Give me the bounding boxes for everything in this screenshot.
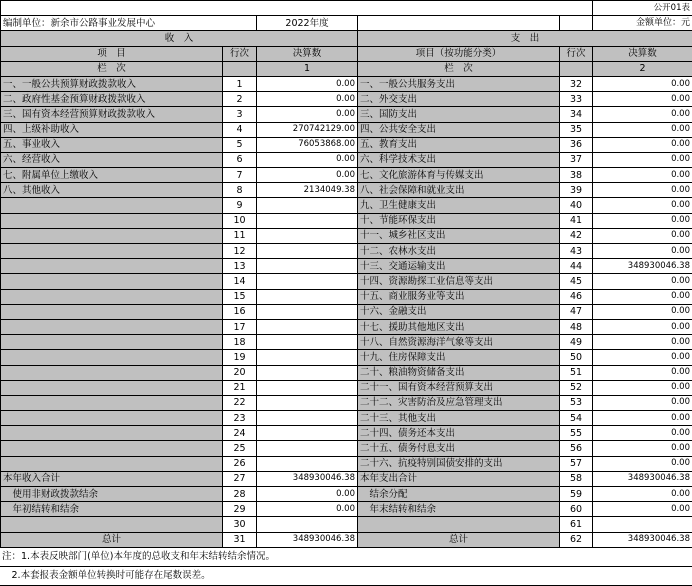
table-row <box>1 380 692 395</box>
expense-row-no: 58 <box>560 471 593 486</box>
expense-amount: 348930046.38 <box>593 259 692 274</box>
column-index-row <box>1 61 692 76</box>
expense-row-no: 37 <box>560 152 593 167</box>
income-row-no: 3 <box>223 107 257 122</box>
income-row-no: 18 <box>223 335 257 350</box>
income-amount <box>257 213 358 228</box>
income-row-no: 1 <box>223 76 257 91</box>
expense-amount: 0.00 <box>593 107 692 122</box>
table-row <box>1 213 692 228</box>
income-amount <box>257 289 358 304</box>
income-item-label <box>1 456 223 471</box>
expense-row-no: 61 <box>560 517 593 532</box>
header-item: 项 目 <box>1 46 223 61</box>
expense-row-no: 62 <box>560 532 593 547</box>
income-item-label <box>1 259 223 274</box>
income-amount: 270742129.00 <box>257 122 358 137</box>
expense-item-label: 三、国防支出 <box>358 107 560 122</box>
expense-row-no: 54 <box>560 411 593 426</box>
expense-item-label: 六、科学技术支出 <box>358 152 560 167</box>
income-amount: 76053868.00 <box>257 137 358 152</box>
table-row <box>1 76 692 91</box>
report-info-row <box>1 16 692 31</box>
header-row-no-2: 行次 <box>560 46 593 61</box>
expense-row-no: 52 <box>560 380 593 395</box>
col-index-label-right: 栏 次 <box>358 61 560 76</box>
expense-row-no: 60 <box>560 502 593 517</box>
income-item-label: 本年收入合计 <box>1 471 223 486</box>
income-item-label <box>1 395 223 410</box>
table-row <box>1 289 692 304</box>
expense-amount: 0.00 <box>593 289 692 304</box>
table-row <box>1 198 692 213</box>
income-amount <box>257 259 358 274</box>
income-item-label: 总计 <box>1 532 223 547</box>
expense-item-label: 四、公共安全支出 <box>358 122 560 137</box>
expense-item-label: 十七、援助其他地区支出 <box>358 319 560 334</box>
expense-amount: 0.00 <box>593 76 692 91</box>
income-row-no: 13 <box>223 259 257 274</box>
note-line: 2.本套报表金额单位转换时可能存在尾数误差。 <box>0 567 692 586</box>
income-amount: 0.00 <box>257 107 358 122</box>
expense-amount: 0.00 <box>593 122 692 137</box>
expense-amount: 0.00 <box>593 304 692 319</box>
income-item-label <box>1 411 223 426</box>
section-row <box>1 31 692 46</box>
header-final-2: 决算数 <box>593 46 692 61</box>
income-amount <box>257 395 358 410</box>
expense-item-label: 十一、城乡社区支出 <box>358 228 560 243</box>
income-item-label: 七、附属单位上缴收入 <box>1 168 223 183</box>
income-amount <box>257 365 358 380</box>
expense-row-no: 33 <box>560 92 593 107</box>
expense-item-label: 二十六、抗疫特别国债安排的支出 <box>358 456 560 471</box>
expense-item-label: 十六、金融支出 <box>358 304 560 319</box>
income-row-no: 8 <box>223 183 257 198</box>
expense-item-label: 二十、粮油物资储备支出 <box>358 365 560 380</box>
expense-row-no: 40 <box>560 198 593 213</box>
expense-item-label: 二、外交支出 <box>358 92 560 107</box>
income-item-label: 二、政府性基金预算财政拨款收入 <box>1 92 223 107</box>
table-row <box>1 365 692 380</box>
expense-row-no: 53 <box>560 395 593 410</box>
expense-amount: 0.00 <box>593 274 692 289</box>
income-row-no: 5 <box>223 137 257 152</box>
income-amount <box>257 426 358 441</box>
expense-item-label: 九、卫生健康支出 <box>358 198 560 213</box>
expense-row-no: 51 <box>560 365 593 380</box>
expense-row-no: 38 <box>560 168 593 183</box>
income-amount: 0.00 <box>257 92 358 107</box>
income-row-no: 11 <box>223 228 257 243</box>
table-row <box>1 350 692 365</box>
expense-amount: 0.00 <box>593 487 692 502</box>
income-item-label <box>1 244 223 259</box>
header-row-no: 行次 <box>223 46 257 61</box>
income-amount <box>257 198 358 213</box>
expense-amount: 348930046.38 <box>593 532 692 547</box>
income-row-no: 22 <box>223 395 257 410</box>
table-row <box>1 395 692 410</box>
expense-row-no: 42 <box>560 228 593 243</box>
income-item-label <box>1 426 223 441</box>
income-amount <box>257 304 358 319</box>
expense-row-no: 55 <box>560 426 593 441</box>
expense-item-label: 二十三、其他支出 <box>358 411 560 426</box>
col-index-right: 2 <box>593 61 692 76</box>
table-row <box>1 152 692 167</box>
expense-amount: 0.00 <box>593 456 692 471</box>
income-row-no: 23 <box>223 411 257 426</box>
income-item-label: 一、一般公共预算财政拨款收入 <box>1 76 223 91</box>
expense-row-no: 47 <box>560 304 593 319</box>
income-row-no: 4 <box>223 122 257 137</box>
expense-amount: 0.00 <box>593 395 692 410</box>
income-item-label: 五、事业收入 <box>1 137 223 152</box>
income-item-label <box>1 365 223 380</box>
income-amount <box>257 319 358 334</box>
expense-item-label: 本年支出合计 <box>358 471 560 486</box>
table-row <box>1 244 692 259</box>
note-line: 注：1.本表反映部门(单位)本年度的总收支和年末结转结余情况。 <box>0 548 692 567</box>
income-amount: 2134049.38 <box>257 183 358 198</box>
expense-row-no: 45 <box>560 274 593 289</box>
expense-item-label: 十九、住房保障支出 <box>358 350 560 365</box>
expense-amount: 0.00 <box>593 152 692 167</box>
income-item-label: 四、上级补助收入 <box>1 122 223 137</box>
expense-row-no: 39 <box>560 183 593 198</box>
income-item-label <box>1 380 223 395</box>
expense-row-no: 46 <box>560 289 593 304</box>
income-amount <box>257 456 358 471</box>
expense-row-no: 32 <box>560 76 593 91</box>
income-row-no: 31 <box>223 532 257 547</box>
expense-item-label: 五、教育支出 <box>358 137 560 152</box>
notes-section <box>0 548 692 586</box>
expense-row-no: 35 <box>560 122 593 137</box>
expense-item-label: 十二、农林水支出 <box>358 244 560 259</box>
expense-item-label: 二十四、债务还本支出 <box>358 426 560 441</box>
expense-item-label: 结余分配 <box>358 487 560 502</box>
expense-row-no: 48 <box>560 319 593 334</box>
expense-amount: 0.00 <box>593 335 692 350</box>
table-row <box>1 107 692 122</box>
income-item-label <box>1 198 223 213</box>
income-row-no: 29 <box>223 502 257 517</box>
expense-item-label: 十五、商业服务业等支出 <box>358 289 560 304</box>
income-row-no: 14 <box>223 274 257 289</box>
table-row <box>1 471 692 486</box>
income-row-no: 28 <box>223 487 257 502</box>
expense-amount: 0.00 <box>593 198 692 213</box>
income-item-label <box>1 274 223 289</box>
expense-amount: 0.00 <box>593 244 692 259</box>
table-row <box>1 122 692 137</box>
income-row-no: 9 <box>223 198 257 213</box>
table-row <box>1 92 692 107</box>
income-item-label: 八、其他收入 <box>1 183 223 198</box>
expense-item-label: 一、一般公共服务支出 <box>358 76 560 91</box>
unit-label: 编制单位：新余市公路事业发展中心 <box>1 16 257 31</box>
expense-row-no: 49 <box>560 335 593 350</box>
income-amount: 0.00 <box>257 152 358 167</box>
income-amount: 0.00 <box>257 502 358 517</box>
income-item-label <box>1 319 223 334</box>
table-row <box>1 168 692 183</box>
expense-item-label <box>358 517 560 532</box>
header-final: 决算数 <box>257 46 358 61</box>
income-amount <box>257 380 358 395</box>
expense-item-label: 总计 <box>358 532 560 547</box>
table-row <box>1 304 692 319</box>
expense-amount: 348930046.38 <box>593 471 692 486</box>
income-row-no: 6 <box>223 152 257 167</box>
income-item-label <box>1 350 223 365</box>
expense-amount: 0.00 <box>593 426 692 441</box>
expense-item-label: 十、节能环保支出 <box>358 213 560 228</box>
income-amount <box>257 274 358 289</box>
expense-amount: 0.00 <box>593 137 692 152</box>
table-row <box>1 426 692 441</box>
income-amount <box>257 244 358 259</box>
income-amount: 0.00 <box>257 76 358 91</box>
income-row-no: 10 <box>223 213 257 228</box>
expense-amount: 0.00 <box>593 441 692 456</box>
table-row <box>1 183 692 198</box>
income-row-no: 26 <box>223 456 257 471</box>
income-row-no: 21 <box>223 380 257 395</box>
expense-amount: 0.00 <box>593 365 692 380</box>
income-row-no: 2 <box>223 92 257 107</box>
section-income: 收 入 <box>1 31 358 46</box>
income-amount <box>257 228 358 243</box>
income-amount: 348930046.38 <box>257 532 358 547</box>
table-row <box>1 259 692 274</box>
expense-amount: 0.00 <box>593 350 692 365</box>
table-row <box>1 532 692 547</box>
income-row-no: 7 <box>223 168 257 183</box>
expense-item-label: 十八、自然资源海洋气象等支出 <box>358 335 560 350</box>
year-label: 2022年度 <box>257 16 358 31</box>
expense-row-no: 43 <box>560 244 593 259</box>
table-row <box>1 487 692 502</box>
income-amount <box>257 441 358 456</box>
expense-amount: 0.00 <box>593 380 692 395</box>
expense-item-label: 二十二、灾害防治及应急管理支出 <box>358 395 560 410</box>
income-amount: 348930046.38 <box>257 471 358 486</box>
table-row <box>1 335 692 350</box>
expense-row-no: 44 <box>560 259 593 274</box>
income-item-label <box>1 335 223 350</box>
income-amount <box>257 350 358 365</box>
expense-item-label: 年末结转和结余 <box>358 502 560 517</box>
income-item-label <box>1 441 223 456</box>
income-row-no: 17 <box>223 319 257 334</box>
income-item-label <box>1 213 223 228</box>
expense-amount: 0.00 <box>593 411 692 426</box>
table-row <box>1 517 692 532</box>
table-row <box>1 137 692 152</box>
income-item-label: 年初结转和结余 <box>1 502 223 517</box>
income-row-no: 25 <box>223 441 257 456</box>
expense-row-no: 59 <box>560 487 593 502</box>
header-item-func: 项目（按功能分类） <box>358 46 560 61</box>
income-row-no: 27 <box>223 471 257 486</box>
expense-item-label: 七、文化旅游体育与传媒支出 <box>358 168 560 183</box>
expense-row-no: 34 <box>560 107 593 122</box>
expense-item-label: 十四、资源勘探工业信息等支出 <box>358 274 560 289</box>
table-row <box>1 441 692 456</box>
expense-row-no: 50 <box>560 350 593 365</box>
expense-item-label: 二十一、国有资本经营预算支出 <box>358 380 560 395</box>
income-row-no: 16 <box>223 304 257 319</box>
column-header-row <box>1 46 692 61</box>
section-expense: 支 出 <box>358 31 692 46</box>
col-index-left: 1 <box>257 61 358 76</box>
expense-amount: 0.00 <box>593 319 692 334</box>
income-amount <box>257 517 358 532</box>
income-row-no: 20 <box>223 365 257 380</box>
income-item-label: 六、经营收入 <box>1 152 223 167</box>
expense-item-label: 八、社会保障和就业支出 <box>358 183 560 198</box>
col-index-label-left: 栏 次 <box>1 61 223 76</box>
expense-row-no: 57 <box>560 456 593 471</box>
table-row <box>1 502 692 517</box>
income-item-label: 使用非财政拨款结余 <box>1 487 223 502</box>
table-row <box>1 228 692 243</box>
income-row-no: 19 <box>223 350 257 365</box>
income-amount: 0.00 <box>257 487 358 502</box>
income-item-label: 三、国有资本经营预算财政拨款收入 <box>1 107 223 122</box>
form-code: 公开01表 <box>593 1 692 16</box>
income-amount: 0.00 <box>257 168 358 183</box>
expense-item-label: 十三、交通运输支出 <box>358 259 560 274</box>
expense-amount: 0.00 <box>593 228 692 243</box>
income-item-label <box>1 228 223 243</box>
income-row-no: 30 <box>223 517 257 532</box>
form-code-row <box>1 1 692 16</box>
expense-amount: 0.00 <box>593 183 692 198</box>
income-item-label <box>1 304 223 319</box>
expense-amount: 0.00 <box>593 92 692 107</box>
expense-row-no: 41 <box>560 213 593 228</box>
expense-row-no: 56 <box>560 441 593 456</box>
expense-amount: 0.00 <box>593 213 692 228</box>
expense-item-label: 二十五、债务付息支出 <box>358 441 560 456</box>
income-item-label <box>1 289 223 304</box>
table-row <box>1 274 692 289</box>
expense-amount <box>593 517 692 532</box>
table-row <box>1 319 692 334</box>
expense-amount: 0.00 <box>593 168 692 183</box>
income-amount <box>257 411 358 426</box>
amount-unit: 金额单位：元 <box>593 16 692 31</box>
expense-amount: 0.00 <box>593 502 692 517</box>
income-row-no: 12 <box>223 244 257 259</box>
income-amount <box>257 335 358 350</box>
table-row <box>1 456 692 471</box>
income-item-label <box>1 517 223 532</box>
expense-row-no: 36 <box>560 137 593 152</box>
income-row-no: 15 <box>223 289 257 304</box>
table-row <box>1 411 692 426</box>
income-row-no: 24 <box>223 426 257 441</box>
